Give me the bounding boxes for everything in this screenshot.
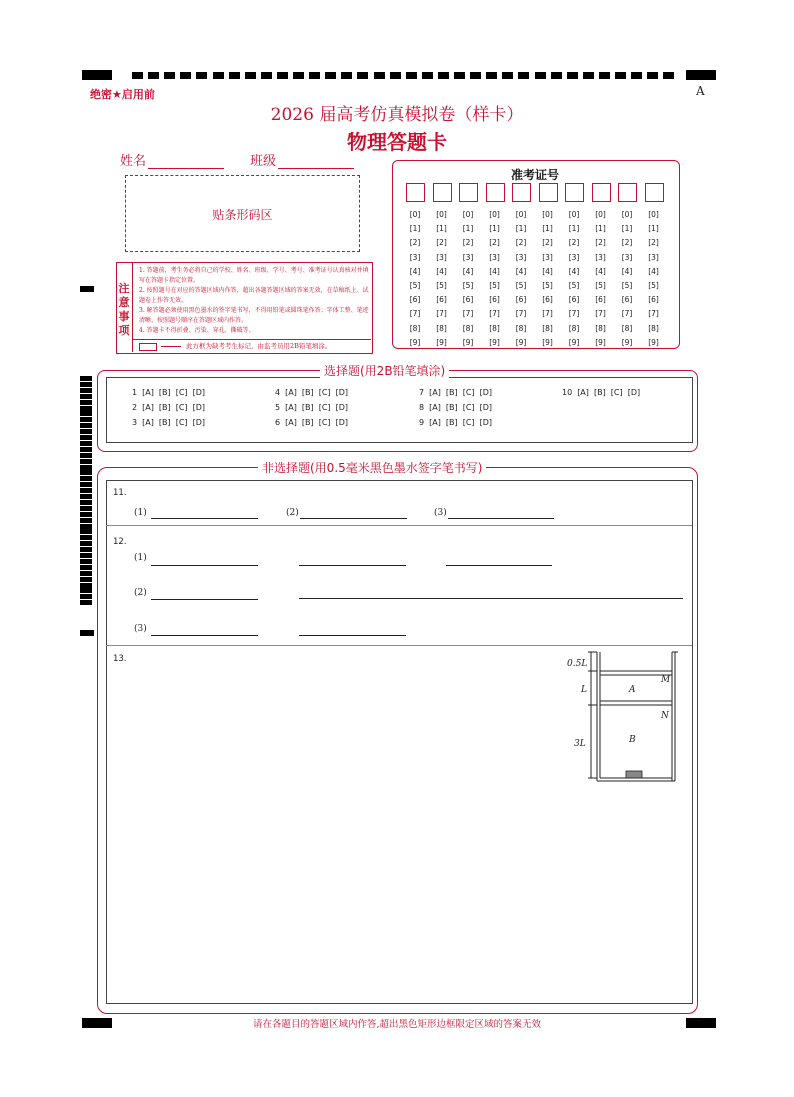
ticket-digit-bubble[interactable]: [8]: [462, 323, 474, 333]
choice-options[interactable]: [A] [B] [C] [D]: [429, 403, 493, 412]
timing-mark: [164, 72, 175, 79]
ticket-digit-box[interactable]: [486, 183, 505, 202]
side-mark: [80, 594, 92, 599]
choice-question-number: 2: [132, 403, 138, 412]
ticket-digit-bubble[interactable]: [7]: [568, 309, 580, 319]
choice-question-number: 3: [132, 418, 138, 427]
q11-number: 11.: [113, 488, 127, 498]
choice-question-number: 9: [419, 418, 425, 427]
ticket-digit-bubble[interactable]: [0]: [648, 210, 659, 219]
ticket-title: 准考证号: [510, 168, 559, 182]
ticket-digit-bubble[interactable]: [0]: [568, 210, 580, 219]
corner-mark-top-left: [82, 70, 112, 80]
ticket-digit-bubble[interactable]: [3]: [621, 252, 633, 262]
ticket-digit-bubble[interactable]: [9]: [542, 337, 553, 347]
ticket-digit-bubble[interactable]: [1]: [409, 224, 421, 234]
timing-mark: [599, 72, 610, 79]
choice-options[interactable]: [A] [B] [C] [D]: [285, 418, 349, 427]
class-underline: [278, 154, 354, 169]
timing-mark: [180, 72, 191, 79]
choice-question[interactable]: [275, 418, 348, 427]
q12-blank-3a[interactable]: [151, 635, 258, 636]
q13-number: 13.: [113, 654, 127, 664]
ticket-digit-bubble[interactable]: [8]: [409, 323, 421, 333]
dim-3l: 3L: [574, 739, 586, 749]
choice-question-number: 6: [275, 418, 281, 427]
ticket-digit-bubble[interactable]: [9]: [648, 337, 659, 347]
ticket-digit-bubble[interactable]: [1]: [648, 224, 659, 234]
choice-question-number: 8: [419, 403, 425, 412]
timing-mark: [406, 72, 417, 79]
ticket-digit-bubble[interactable]: [1]: [595, 224, 606, 234]
timing-mark: [245, 72, 256, 79]
ticket-digit-bubble[interactable]: [0]: [515, 210, 527, 219]
ticket-digit-box[interactable]: [459, 183, 478, 202]
ticket-digit-bubble[interactable]: [6]: [568, 295, 580, 305]
side-mark: [80, 506, 92, 511]
ticket-digit-box[interactable]: [539, 183, 558, 202]
choice-options[interactable]: [A] [B] [C] [D]: [142, 388, 206, 397]
ticket-digit-column: [431, 208, 453, 350]
ticket-digit-bubble[interactable]: [7]: [462, 309, 474, 319]
side-mark: [80, 529, 92, 534]
ticket-digit-bubble[interactable]: [0]: [409, 210, 421, 219]
q12-blank-1a[interactable]: [151, 565, 258, 566]
absent-mark-box[interactable]: [139, 343, 157, 351]
side-mark: [80, 583, 92, 588]
timing-mark: [132, 72, 143, 79]
side-mark: [80, 382, 92, 387]
ticket-digit-bubble[interactable]: [1]: [621, 224, 633, 234]
timing-mark: [486, 72, 497, 79]
ticket-digit-bubble[interactable]: [0]: [621, 210, 633, 219]
ticket-digit-bubble[interactable]: [6]: [648, 295, 659, 305]
ticket-digit-bubble[interactable]: [7]: [409, 309, 421, 319]
timing-mark: [325, 72, 336, 79]
side-mark: [80, 417, 92, 422]
side-mark: [80, 406, 92, 411]
timing-mark: [374, 72, 385, 79]
ticket-digit-bubble[interactable]: [9]: [515, 337, 527, 347]
ticket-digit-bubble[interactable]: [2]: [542, 238, 553, 248]
card-version-letter: A: [696, 84, 705, 98]
card-title: 物理答题卡: [347, 130, 447, 154]
name-label: 姓名: [120, 154, 147, 169]
ticket-digit-bubble[interactable]: [3]: [595, 252, 606, 262]
side-mark: [80, 488, 92, 493]
q12-label-1: (1): [134, 553, 147, 563]
ticket-digit-column: [404, 208, 426, 350]
ticket-digit-bubble[interactable]: [6]: [542, 295, 553, 305]
ticket-digit-bubble[interactable]: [5]: [621, 281, 633, 291]
ticket-digit-bubble[interactable]: [7]: [436, 309, 447, 319]
q11-blank-1[interactable]: [151, 518, 258, 519]
ticket-digit-bubble[interactable]: [8]: [542, 323, 553, 333]
barcode-area: [125, 175, 360, 252]
ticket-digit-bubble[interactable]: [5]: [515, 281, 527, 291]
ticket-digit-bubble[interactable]: [9]: [462, 337, 474, 347]
ticket-digit-bubble[interactable]: [4]: [489, 266, 500, 276]
ticket-digit-bubble[interactable]: [1]: [515, 224, 527, 234]
side-mark: [80, 553, 92, 558]
nonchoice-section-title: 非选择题(用0.5毫米黑色墨水签字笔书写): [258, 459, 486, 476]
ticket-digit-bubble[interactable]: [4]: [436, 266, 447, 276]
choice-options[interactable]: [A] [B] [C] [D]: [285, 403, 349, 412]
choice-section-title: 选择题(用2B铅笔填涂): [320, 362, 449, 379]
ticket-digit-bubble[interactable]: [1]: [462, 224, 474, 234]
q12-blank-2b[interactable]: [299, 598, 683, 599]
timing-mark: [470, 72, 481, 79]
ticket-digit-bubble[interactable]: [9]: [489, 337, 500, 347]
timing-mark: [261, 72, 272, 79]
side-mark: [80, 588, 92, 593]
ticket-digit-bubble[interactable]: [3]: [542, 252, 553, 262]
choice-question[interactable]: [419, 403, 492, 412]
ticket-digit-bubble[interactable]: [4]: [568, 266, 580, 276]
side-mark: [80, 441, 92, 446]
ticket-digit-bubble[interactable]: [6]: [436, 295, 447, 305]
ticket-digit-bubble[interactable]: [6]: [621, 295, 633, 305]
ticket-digit-bubble[interactable]: [3]: [568, 252, 580, 262]
side-mark: [80, 559, 92, 564]
ticket-digit-column: [616, 208, 638, 350]
q11-label-2: (2): [286, 508, 299, 518]
absent-note: 此方框为缺考考生标记，由监考员用2B铅笔填涂。: [186, 342, 332, 350]
ticket-digit-bubble[interactable]: [8]: [568, 323, 580, 333]
ticket-digit-bubble[interactable]: [2]: [621, 238, 633, 248]
choice-question[interactable]: [562, 388, 640, 397]
ticket-digit-bubble[interactable]: [5]: [542, 281, 553, 291]
ticket-digit-bubble[interactable]: [4]: [595, 266, 606, 276]
ticket-digit-bubble[interactable]: [2]: [462, 238, 474, 248]
cylinder-figure: [560, 648, 686, 788]
q12-blank-1b[interactable]: [299, 565, 406, 566]
timing-mark: [277, 72, 288, 79]
timing-mark: [567, 72, 578, 79]
ticket-digit-bubble[interactable]: [3]: [462, 252, 474, 262]
ticket-digit-bubble[interactable]: [9]: [409, 337, 421, 347]
ticket-digit-bubble[interactable]: [0]: [542, 210, 553, 219]
dim-l: L: [581, 685, 587, 695]
ticket-digit-box[interactable]: [645, 183, 664, 202]
ticket-digit-bubble[interactable]: [3]: [436, 252, 447, 262]
dim-half-l: 0.5L: [567, 659, 588, 669]
notice-text: [139, 266, 369, 336]
ticket-digit-bubble[interactable]: [5]: [489, 281, 500, 291]
timing-mark: [615, 72, 626, 79]
ticket-digit-bubble[interactable]: [6]: [595, 295, 606, 305]
ticket-digit-bubble[interactable]: [3]: [409, 252, 421, 262]
footer-note: 请在各题目的答题区域内作答,超出黑色矩形边框限定区域的答案无效: [252, 1019, 542, 1030]
corner-mark-top-right: [686, 70, 716, 80]
q11-blank-3[interactable]: [448, 518, 554, 519]
side-mark: [80, 447, 92, 452]
ticket-digit-bubble[interactable]: [2]: [489, 238, 500, 248]
choice-options[interactable]: [A] [B] [C] [D]: [429, 418, 493, 427]
timing-mark: [229, 72, 240, 79]
side-mark: [80, 524, 92, 529]
side-mark: [80, 535, 92, 540]
gas-b-label: B: [629, 735, 636, 745]
side-mark: [80, 571, 92, 576]
side-mark: [80, 470, 92, 475]
ticket-digit-column: [643, 208, 665, 350]
choice-question-number: 4: [275, 388, 281, 397]
notice-item: 4. 答题卡不得折叠、污染、穿孔、撕破等。: [139, 327, 255, 334]
ticket-digit-column: [510, 208, 532, 350]
ticket-digit-box[interactable]: [618, 183, 637, 202]
ticket-digit-bubble[interactable]: [8]: [515, 323, 527, 333]
notice-divider: [133, 339, 371, 340]
q11-label-1: (1): [134, 508, 147, 518]
notice-item: 1. 答题前，考生务必将自己的学校、姓名、班级、学号、考号、准考证号认真核对并填写在答题卡指定位置。: [139, 267, 369, 284]
ticket-digit-bubble[interactable]: [7]: [621, 309, 633, 319]
ticket-digit-bubble[interactable]: [8]: [621, 323, 633, 333]
timing-mark: [422, 72, 433, 79]
side-mark: [80, 482, 92, 487]
notice-item: 2. 按照题号在对应的答题区域内作答，超出各题答题区域的答案无效，在草稿纸上、试题卷上作答无效。: [139, 287, 369, 304]
choice-question[interactable]: [275, 403, 348, 412]
ticket-digit-bubble[interactable]: [9]: [436, 337, 447, 347]
timing-mark: [148, 72, 159, 79]
ticket-digit-bubble[interactable]: [3]: [648, 252, 659, 262]
choice-question[interactable]: [419, 388, 492, 397]
ticket-digit-bubble[interactable]: [9]: [621, 337, 633, 347]
class-field[interactable]: [250, 150, 354, 169]
side-mark: [80, 565, 92, 570]
choice-question[interactable]: [132, 418, 205, 427]
q11-divider: [106, 525, 692, 526]
timing-mark: [647, 72, 658, 79]
ticket-digit-bubble[interactable]: [3]: [489, 252, 500, 262]
choice-question-number: 7: [419, 388, 425, 397]
side-mark: [80, 411, 92, 416]
side-mark: [80, 388, 92, 393]
ticket-digit-box[interactable]: [406, 183, 425, 202]
ticket-digit-bubble[interactable]: [2]: [409, 238, 421, 248]
timing-mark: [196, 72, 207, 79]
ticket-digit-bubble[interactable]: [7]: [595, 309, 606, 319]
timing-mark: [341, 72, 352, 79]
q11-label-3: (3): [434, 508, 447, 518]
ticket-digit-bubble[interactable]: [5]: [595, 281, 606, 291]
ticket-digit-bubble[interactable]: [3]: [515, 252, 527, 262]
ticket-digit-bubble[interactable]: [5]: [462, 281, 474, 291]
ticket-digit-bubble[interactable]: [8]: [648, 323, 659, 333]
q11-blank-2[interactable]: [300, 518, 407, 519]
side-mark: [80, 630, 94, 636]
ticket-digit-bubble[interactable]: [6]: [462, 295, 474, 305]
barcode-label: 贴条形码区: [212, 208, 273, 222]
ticket-digit-bubble[interactable]: [2]: [515, 238, 527, 248]
ticket-digit-bubble[interactable]: [6]: [489, 295, 500, 305]
side-mark: [80, 500, 92, 505]
ticket-digit-bubble[interactable]: [5]: [436, 281, 447, 291]
ticket-digit-column: [484, 208, 506, 350]
q12-blank-1c[interactable]: [446, 565, 552, 566]
side-mark: [80, 453, 92, 458]
ticket-digit-bubble[interactable]: [0]: [489, 210, 500, 219]
notice-label: [116, 262, 133, 352]
choice-options[interactable]: [A] [B] [C] [D]: [285, 388, 349, 397]
ticket-digit-bubble[interactable]: [5]: [648, 281, 659, 291]
ticket-digit-bubble[interactable]: [8]: [595, 323, 606, 333]
side-mark: [80, 600, 92, 605]
side-mark: [80, 400, 92, 405]
choice-question-number: 1: [132, 388, 138, 397]
choice-options[interactable]: [A] [B] [C] [D]: [142, 403, 206, 412]
gas-a-label: A: [629, 685, 636, 695]
q12-blank-3b[interactable]: [299, 635, 406, 636]
timing-mark: [583, 72, 594, 79]
side-mark: [80, 541, 92, 546]
timing-mark: [309, 72, 320, 79]
ticket-digit-bubble[interactable]: [1]: [436, 224, 447, 234]
timing-mark: [357, 72, 368, 79]
choice-question[interactable]: [275, 388, 348, 397]
ticket-digit-bubble[interactable]: [7]: [542, 309, 553, 319]
ticket-digit-bubble[interactable]: [4]: [648, 266, 659, 276]
side-mark: [80, 429, 92, 434]
side-mark: [80, 512, 92, 517]
ticket-digit-bubble[interactable]: [9]: [568, 337, 580, 347]
ticket-digit-column: [563, 208, 585, 350]
choice-question[interactable]: [132, 403, 205, 412]
timing-mark: [213, 72, 224, 79]
timing-mark: [535, 72, 546, 79]
class-label: 班级: [250, 154, 277, 169]
ticket-digit-bubble[interactable]: [4]: [462, 266, 474, 276]
side-mark: [80, 476, 92, 481]
ticket-digit-bubble[interactable]: [4]: [515, 266, 527, 276]
timing-mark: [518, 72, 529, 79]
ticket-digit-bubble[interactable]: [8]: [489, 323, 500, 333]
ticket-digit-box[interactable]: [592, 183, 611, 202]
choice-options[interactable]: [A] [B] [C] [D]: [577, 388, 641, 397]
ticket-digit-bubble[interactable]: [4]: [542, 266, 553, 276]
ticket-digit-bubble[interactable]: [4]: [409, 266, 421, 276]
ticket-digit-bubble[interactable]: [2]: [595, 238, 606, 248]
q12-number: 12.: [113, 537, 127, 547]
ticket-digit-bubble[interactable]: [0]: [595, 210, 606, 219]
timing-mark: [631, 72, 642, 79]
choice-options[interactable]: [A] [B] [C] [D]: [429, 388, 493, 397]
piston-m-label: M: [661, 675, 671, 685]
ticket-digit-bubble[interactable]: [1]: [489, 224, 500, 234]
secret-label: 绝密★启用前: [90, 88, 155, 101]
ticket-digit-bubble[interactable]: [6]: [515, 295, 527, 305]
ticket-digit-bubble[interactable]: [7]: [648, 309, 659, 319]
side-mark: [80, 286, 94, 292]
timing-mark: [663, 72, 674, 79]
ticket-digit-box[interactable]: [565, 183, 584, 202]
side-mark: [80, 518, 92, 523]
notice-label-text: 注意事项: [118, 282, 130, 337]
timing-mark: [502, 72, 513, 79]
ticket-digit-bubble[interactable]: [4]: [621, 266, 633, 276]
side-mark: [80, 547, 92, 552]
absent-arrow: [161, 346, 181, 347]
ticket-digit-box[interactable]: [433, 183, 452, 202]
q12-label-2: (2): [134, 588, 147, 598]
q12-blank-2a[interactable]: [151, 599, 258, 600]
side-mark: [80, 394, 92, 399]
ticket-digit-bubble[interactable]: [0]: [462, 210, 474, 219]
ticket-digit-bubble[interactable]: [8]: [436, 323, 447, 333]
side-mark: [80, 465, 92, 470]
ticket-digit-bubble[interactable]: [9]: [595, 337, 606, 347]
heater-block: [626, 771, 642, 778]
q12-divider: [106, 645, 692, 646]
ticket-digit-bubble[interactable]: [6]: [409, 295, 421, 305]
piston-n-label: N: [661, 711, 669, 721]
name-field[interactable]: [120, 150, 224, 169]
notice-item: 3. 解答题必须使用黑色墨水的签字笔书写，不得用铅笔或圆珠笔作答；字体工整、笔迹清晰、按照题号顺序在答题区域内作答。: [139, 307, 369, 324]
side-mark: [80, 376, 92, 381]
name-underline: [148, 154, 224, 169]
side-mark: [80, 423, 92, 428]
choice-question[interactable]: [132, 388, 205, 397]
ticket-digit-column: [590, 208, 612, 350]
timing-mark: [390, 72, 401, 79]
ticket-digit-bubble[interactable]: [2]: [648, 238, 659, 248]
timing-mark: [454, 72, 465, 79]
timing-mark: [438, 72, 449, 79]
side-mark: [80, 435, 92, 440]
ticket-digit-bubble[interactable]: [1]: [568, 224, 580, 234]
timing-mark: [293, 72, 304, 79]
ticket-digit-box[interactable]: [512, 183, 531, 202]
side-mark: [80, 494, 92, 499]
ticket-digit-bubble[interactable]: [7]: [489, 309, 500, 319]
choice-question-number: 10: [562, 388, 573, 397]
side-mark: [80, 459, 92, 464]
ticket-digit-bubble[interactable]: [5]: [568, 281, 580, 291]
ticket-digit-bubble[interactable]: [2]: [436, 238, 447, 248]
timing-mark: [551, 72, 562, 79]
choice-options[interactable]: [A] [B] [C] [D]: [142, 418, 206, 427]
ticket-digit-bubble[interactable]: [5]: [409, 281, 421, 291]
ticket-digit-column: [457, 208, 479, 350]
ticket-digit-bubble[interactable]: [7]: [515, 309, 527, 319]
choice-question-number: 5: [275, 403, 281, 412]
ticket-digit-bubble[interactable]: [1]: [542, 224, 553, 234]
side-mark: [80, 577, 92, 582]
choice-question[interactable]: [419, 418, 492, 427]
ticket-digit-bubble[interactable]: [0]: [436, 210, 447, 219]
exam-title: 2026 届高考仿真模拟卷（样卡）: [270, 105, 524, 125]
q12-label-3: (3): [134, 624, 147, 634]
ticket-digit-column: [537, 208, 559, 350]
ticket-digit-bubble[interactable]: [2]: [568, 238, 580, 248]
